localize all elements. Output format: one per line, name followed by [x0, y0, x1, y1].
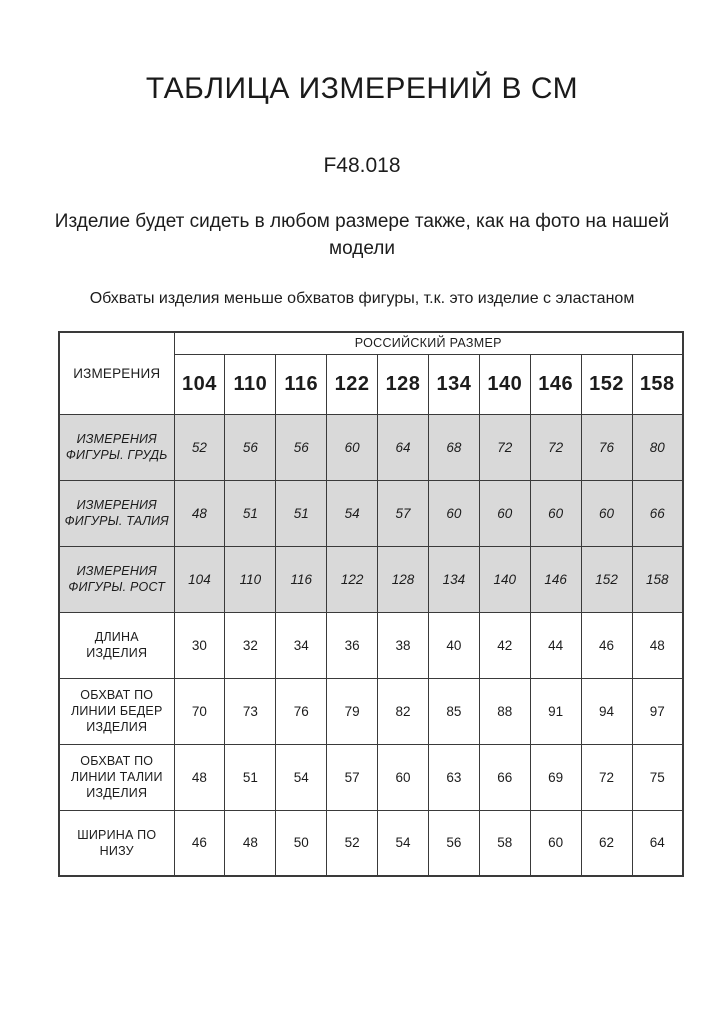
value-cell: 122: [327, 546, 378, 612]
value-cell: 64: [632, 810, 683, 876]
value-cell: 104: [174, 546, 225, 612]
value-cell: 62: [581, 810, 632, 876]
size-group-row: [59, 332, 683, 354]
elastane-note: Обхваты изделия меньше обхватов фигуры, т.к. это изделие с эластаном: [89, 290, 635, 307]
table-row: [59, 480, 683, 546]
size-column-header: 116: [276, 354, 327, 414]
table-row: [59, 810, 683, 876]
value-cell: 40: [428, 612, 479, 678]
value-cell: 110: [225, 546, 276, 612]
value-cell: 56: [428, 810, 479, 876]
size-column-header: 110: [225, 354, 276, 414]
value-cell: 48: [225, 810, 276, 876]
value-cell: 48: [174, 480, 225, 546]
size-table: [58, 331, 684, 877]
value-cell: 73: [225, 678, 276, 744]
size-column-header: 152: [581, 354, 632, 414]
value-cell: 38: [378, 612, 429, 678]
measurements-corner-header: ИЗМЕРЕНИЯ: [59, 332, 174, 414]
value-cell: 60: [530, 810, 581, 876]
row-label: ШИРИНА ПО НИЗУ: [59, 810, 174, 876]
table-row: [59, 744, 683, 810]
value-cell: 48: [174, 744, 225, 810]
value-cell: 56: [276, 414, 327, 480]
value-cell: 48: [632, 612, 683, 678]
size-column-header: 140: [479, 354, 530, 414]
value-cell: 52: [327, 810, 378, 876]
row-label: ИЗМЕРЕНИЯ ФИГУРЫ. ГРУДЬ: [59, 414, 174, 480]
value-cell: 70: [174, 678, 225, 744]
size-column-header: 146: [530, 354, 581, 414]
value-cell: 64: [378, 414, 429, 480]
size-table-head: [59, 332, 683, 414]
value-cell: 88: [479, 678, 530, 744]
value-cell: 116: [276, 546, 327, 612]
value-cell: 46: [581, 612, 632, 678]
value-cell: 97: [632, 678, 683, 744]
value-cell: 72: [479, 414, 530, 480]
value-cell: 72: [530, 414, 581, 480]
value-cell: 34: [276, 612, 327, 678]
value-cell: 60: [479, 480, 530, 546]
value-cell: 60: [581, 480, 632, 546]
value-cell: 52: [174, 414, 225, 480]
row-label: ОБХВАТ ПО ЛИНИИ ТАЛИИ ИЗДЕЛИЯ: [59, 744, 174, 810]
value-cell: 76: [276, 678, 327, 744]
value-cell: 85: [428, 678, 479, 744]
value-cell: 140: [479, 546, 530, 612]
fit-note: Изделие будет сидеть в любом размере также, как на фото на нашей модели: [54, 211, 670, 259]
value-cell: 60: [378, 744, 429, 810]
value-cell: 51: [225, 744, 276, 810]
value-cell: 46: [174, 810, 225, 876]
value-cell: 128: [378, 546, 429, 612]
value-cell: 91: [530, 678, 581, 744]
value-cell: 60: [530, 480, 581, 546]
table-row: [59, 414, 683, 480]
value-cell: 79: [327, 678, 378, 744]
value-cell: 158: [632, 546, 683, 612]
value-cell: 134: [428, 546, 479, 612]
row-label: ИЗМЕРЕНИЯ ФИГУРЫ. ТАЛИЯ: [59, 480, 174, 546]
row-label: ИЗМЕРЕНИЯ ФИГУРЫ. РОСТ: [59, 546, 174, 612]
value-cell: 75: [632, 744, 683, 810]
row-label: ДЛИНА ИЗДЕЛИЯ: [59, 612, 174, 678]
size-column-header: 104: [174, 354, 225, 414]
russian-size-header: РОССИЙСКИЙ РАЗМЕР: [174, 332, 683, 354]
value-cell: 44: [530, 612, 581, 678]
value-cell: 54: [327, 480, 378, 546]
value-cell: 60: [327, 414, 378, 480]
value-cell: 57: [327, 744, 378, 810]
size-table-body: [59, 414, 683, 876]
value-cell: 51: [225, 480, 276, 546]
page-title: ТАБЛИЦА ИЗМЕРЕНИЙ В СМ: [145, 72, 579, 105]
table-row: [59, 612, 683, 678]
value-cell: 32: [225, 612, 276, 678]
value-cell: 36: [327, 612, 378, 678]
value-cell: 152: [581, 546, 632, 612]
table-row: [59, 678, 683, 744]
row-label: ОБХВАТ ПО ЛИНИИ БЕДЕР ИЗДЕЛИЯ: [59, 678, 174, 744]
size-column-header: 128: [378, 354, 429, 414]
size-column-header: 134: [428, 354, 479, 414]
value-cell: 63: [428, 744, 479, 810]
value-cell: 82: [378, 678, 429, 744]
value-cell: 30: [174, 612, 225, 678]
value-cell: 72: [581, 744, 632, 810]
value-cell: 66: [632, 480, 683, 546]
value-cell: 58: [479, 810, 530, 876]
size-column-header: 158: [632, 354, 683, 414]
value-cell: 56: [225, 414, 276, 480]
value-cell: 54: [378, 810, 429, 876]
table-row: [59, 546, 683, 612]
value-cell: 54: [276, 744, 327, 810]
value-cell: 51: [276, 480, 327, 546]
value-cell: 42: [479, 612, 530, 678]
value-cell: 94: [581, 678, 632, 744]
value-cell: 60: [428, 480, 479, 546]
value-cell: 50: [276, 810, 327, 876]
article-code: F48.018: [323, 154, 401, 177]
value-cell: 57: [378, 480, 429, 546]
value-cell: 66: [479, 744, 530, 810]
value-cell: 76: [581, 414, 632, 480]
value-cell: 68: [428, 414, 479, 480]
size-column-header: 122: [327, 354, 378, 414]
value-cell: 146: [530, 546, 581, 612]
value-cell: 69: [530, 744, 581, 810]
value-cell: 80: [632, 414, 683, 480]
